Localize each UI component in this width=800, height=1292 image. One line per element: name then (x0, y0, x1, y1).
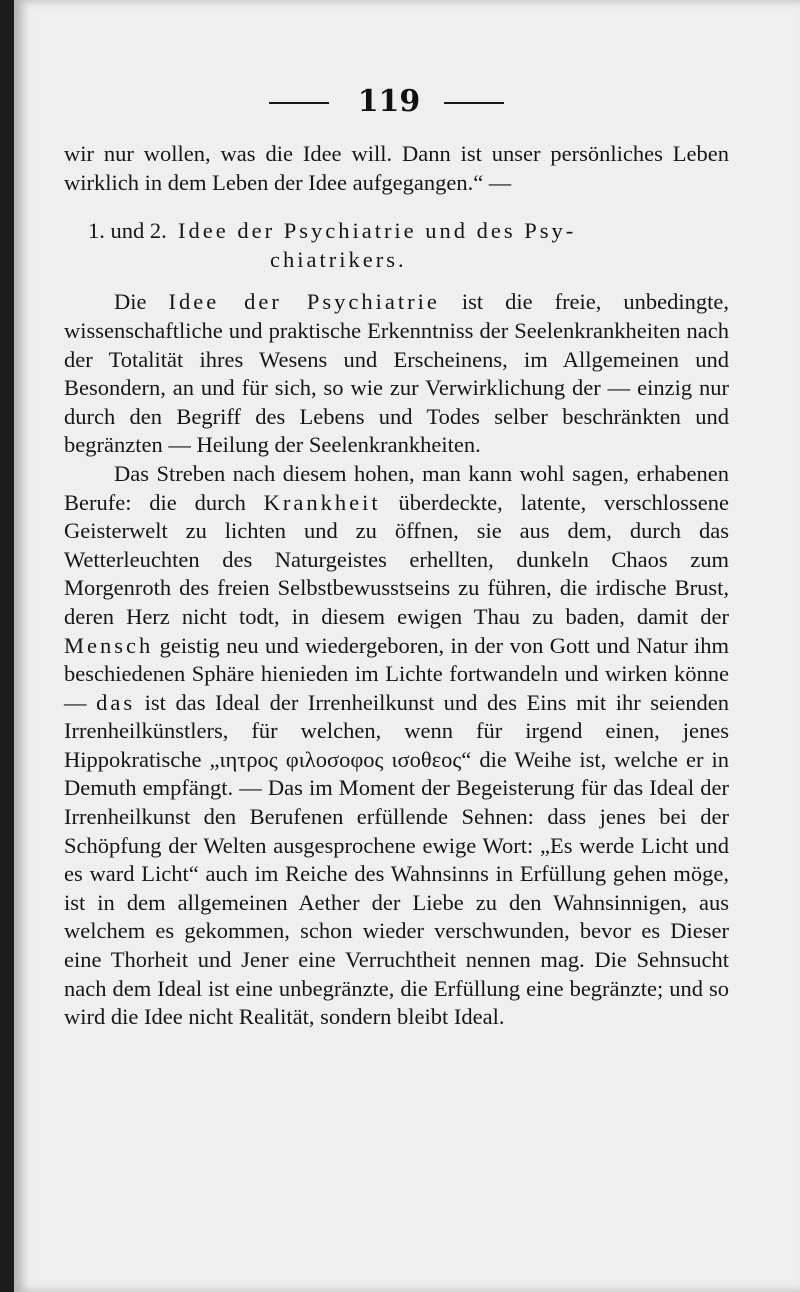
spaced-word-das: das (96, 689, 136, 715)
paragraph-main (64, 460, 729, 1032)
book-page (14, 0, 800, 1292)
section-heading-line-2: chiatrikers. (270, 246, 407, 272)
header-rule-right (444, 102, 504, 104)
main-text-4: ist das Ideal der Irrenheilkunst und des Eins mit ihr seienden Irrenheilkünstlers, für welchen, wenn für irgend einen, jenes Hippokratische „ιητρος φιλοσοφος ισοθεος“ die Weihe ist, welche er in Demuth empfängt. — Das im Moment der Begeisterung für das Ideal der Irrenheilkunst den Berufenen erfüllende Sehnen: dass jenes bei der Schöpfung der Welten ausgesprochene ewige Wort: „Es werde Licht und es ward Licht“ auch im Reiche des Wahnsinns in Erfüllung gehen möge, ist in dem allgemeinen Aether der Liebe zu den Wahnsinnigen, aus welchem es gekommen, schon wieder verschwunden, bevor es Dieser eine Thorheit und Jener eine Verruchtheit nennen mag. Die Sehnsucht nach dem Ideal ist eine unbegränzte, die Erfüllung eine begränzte; und so wird die Idee nicht Realität, sondern bleibt Ideal. (64, 689, 729, 1030)
section-title: Idee der Psychiatrie und des Psy- (178, 218, 577, 244)
definition-lead: Die (114, 289, 169, 315)
spaced-word-mensch: Mensch (64, 632, 154, 658)
page-number: 119 (357, 84, 421, 119)
paragraph-definition (64, 288, 729, 460)
main-text-2: überdeckte, latente, verschlossene Geisterwelt zu lichten und zu öffnen, sie aus dem, durch das Wetterleuchten des Naturgeistes erhellten, dunkeln Chaos zum Morgenroth des freien Selbstbewusstseins zu führen, die irdische Brust, deren Herz nicht todt, in diesem ewigen Thau zu baden, damit der (64, 489, 729, 629)
spaced-word-krankheit: Krankheit (263, 489, 381, 515)
page-body (64, 140, 729, 1032)
section-heading (64, 217, 729, 274)
header-rule-left (269, 102, 329, 104)
main-text-3: geistig neu und wiedergeboren, in der von Gott und Natur ihm beschiedenen Sphäre hienieden im Lichte fortwandeln und wirken könne — (64, 632, 729, 715)
spaced-term: Idee der Psychiatrie (168, 289, 440, 315)
section-number: 1. und 2. (88, 218, 167, 244)
main-text-1: Das Streben nach diesem hohen, man kann wohl sagen, erhabenen Berufe: die durch (64, 460, 729, 515)
page-header (14, 84, 800, 120)
definition-text: ist die freie, unbedingte, wissenschaftliche und praktische Erkenntniss der Seelenkrankheiten nach der Totalität ihres Wesens und Erscheinens, im Allgemeinen und Besondern, an und für sich, so wie zur Verwirklichung der — einzig nur durch den Begriff des Lebens und Todes selber beschränkten und begränzten — Heilung der Seelenkrankheiten. (64, 289, 729, 458)
section-heading-line-1 (88, 217, 729, 246)
paragraph-continuation: wir nur wollen, was die Idee will. Dann ist unser persönliches Leben wirklich in dem Leben der Idee aufgegangen.“ — (64, 141, 729, 195)
